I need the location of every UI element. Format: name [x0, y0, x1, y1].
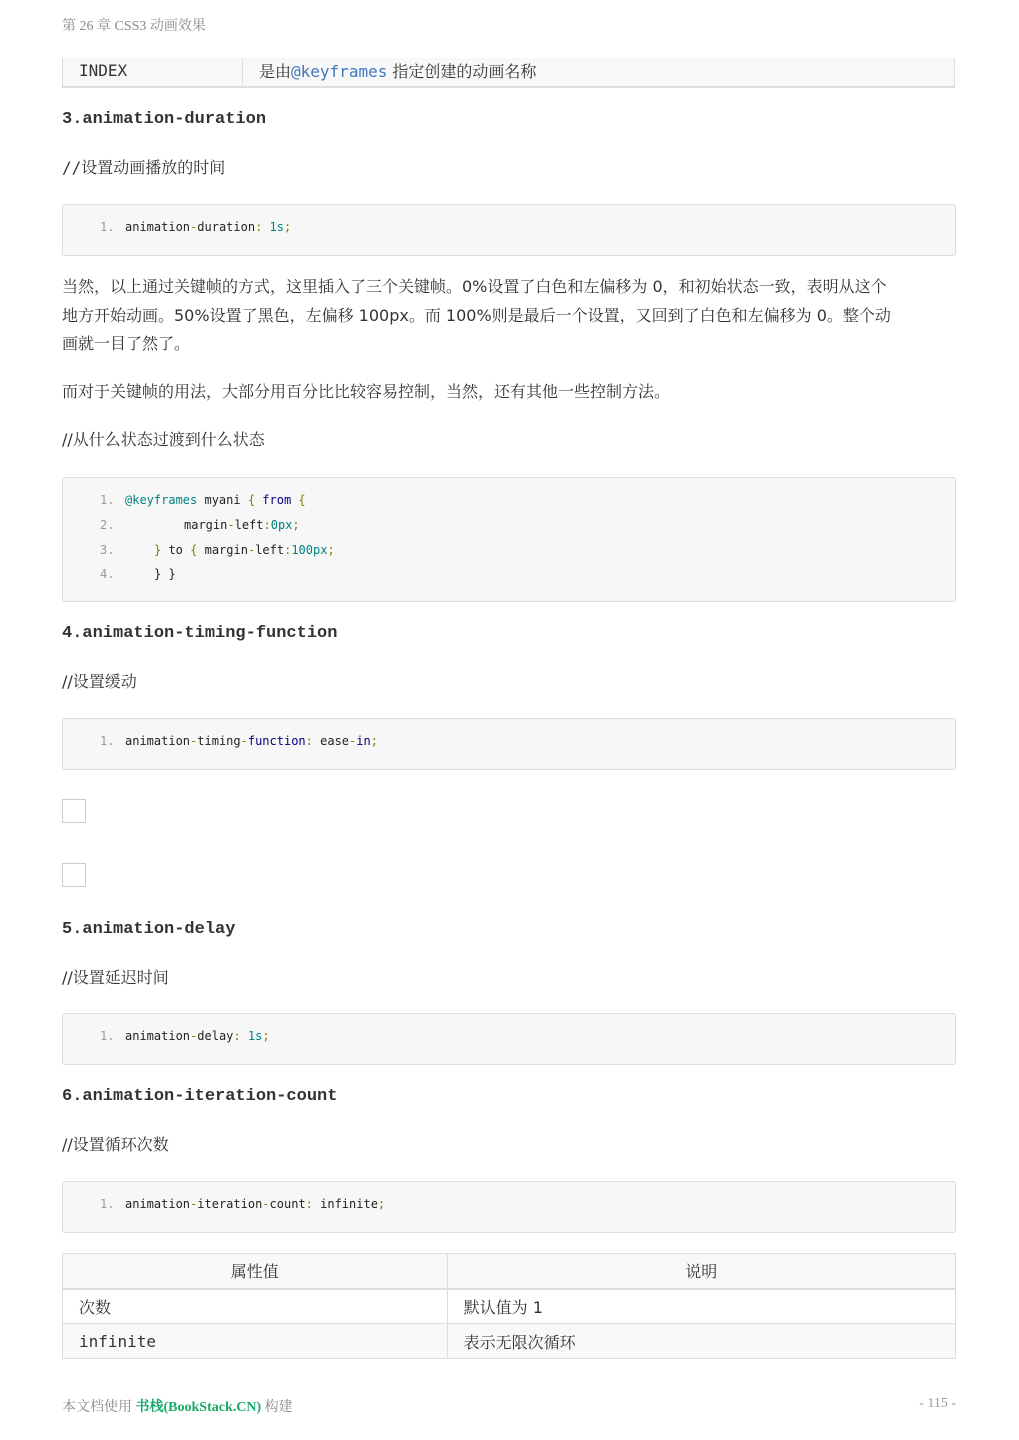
code-line: [184, 518, 300, 532]
code-colon: :: [284, 543, 292, 557]
code-value: 1s: [262, 220, 284, 234]
table-cell: infinite: [63, 1324, 448, 1359]
code-keyword: to: [161, 543, 191, 557]
paragraph-line: 画就一目了然了。: [62, 334, 191, 353]
image-placeholder: [62, 863, 86, 887]
table-header-row: [63, 1254, 956, 1289]
code-prop2: timing: [197, 734, 241, 748]
code-line: [125, 493, 306, 507]
code-brace: {: [190, 543, 198, 557]
code-prop2: delay: [197, 1029, 234, 1043]
code-brace: }: [154, 543, 162, 557]
comment-text: //设置动画播放的时间: [62, 158, 226, 177]
code-semi: ;: [283, 220, 292, 234]
code-line: [125, 734, 378, 748]
code-keyword: function: [247, 734, 306, 748]
code-colon: :: [233, 1029, 241, 1043]
code-block-timing: [62, 718, 956, 770]
code-prop2: duration: [197, 220, 256, 234]
code-semi: ;: [377, 1197, 386, 1211]
attribute-table-continued: [62, 58, 955, 88]
code-block-keyframes: [62, 477, 956, 602]
table-row: [63, 1324, 956, 1359]
code-prop: animation: [125, 1197, 191, 1211]
code-semi: ;: [370, 734, 378, 748]
iteration-count-table: [62, 1253, 956, 1359]
comment-duration: [62, 154, 225, 183]
code-value: 0px: [270, 518, 293, 532]
paragraph-line: 当然，以上通过关键帧的方式，这里插入了三个关键帧。0%设置了白色和左偏移为 0，和初始状态一致，表明从这个: [62, 277, 887, 296]
code-colon: :: [263, 518, 271, 532]
table-header-desc: 说明: [447, 1254, 955, 1289]
desc-suffix: 指定创建的动画名称: [387, 62, 537, 81]
table-cell: 表示无限次循环: [447, 1324, 955, 1359]
code-keyword: in: [356, 734, 371, 748]
table-divider: [242, 58, 243, 88]
code-value: ease: [312, 734, 350, 748]
code-line: [125, 1197, 385, 1211]
line-number: 1.: [100, 734, 115, 748]
table-cell: 默认值为 1: [447, 1289, 955, 1324]
bookstack-link[interactable]: 书栈(BookStack.CN): [135, 1400, 262, 1415]
code-prop2: iteration: [197, 1197, 263, 1211]
code-dash: -: [190, 1197, 198, 1211]
line-number: 1.: [100, 493, 115, 507]
table-row: [63, 1289, 956, 1324]
code-block-duration: [62, 204, 956, 256]
code-prop: margin: [184, 518, 228, 532]
code-value: 1s: [240, 1029, 263, 1043]
line-number: 4.: [100, 567, 115, 581]
code-at-rule: @keyframes: [125, 493, 198, 507]
comment-from-to: //从什么状态过渡到什么状态: [62, 430, 265, 449]
code-semi: ;: [292, 518, 300, 532]
table-cell-description: [259, 59, 536, 82]
code-line: } }: [154, 567, 176, 581]
table-cell-value: INDEX: [79, 61, 128, 80]
code-block-delay: [62, 1013, 956, 1065]
page-number: - 115 -: [919, 1396, 956, 1411]
code-dash: -: [247, 543, 256, 557]
table-cell: 次数: [63, 1289, 448, 1324]
keyframes-link[interactable]: @keyframes: [291, 62, 388, 81]
code-dash: -: [262, 1197, 270, 1211]
desc-prefix: 是由: [259, 62, 292, 81]
code-brace: {: [247, 493, 256, 507]
code-block-iteration: [62, 1181, 956, 1233]
page-header-chapter: 第 26 章 CSS3 动画效果: [62, 19, 206, 34]
image-placeholder: [62, 799, 86, 823]
table-header-value: 属性值: [63, 1254, 448, 1289]
code-prop2: left: [234, 518, 264, 532]
code-line: [125, 1029, 270, 1043]
paragraph-keyframes-usage: 而对于关键帧的用法，大部分用百分比比较容易控制，当然，还有其他一些控制方法。: [62, 382, 671, 401]
code-value: infinite: [312, 1197, 378, 1211]
footer-prefix: 本文档使用: [62, 1400, 136, 1415]
line-number: 3.: [100, 543, 115, 557]
code-dash: -: [349, 734, 357, 748]
code-prop2: left: [255, 543, 285, 557]
code-prop: animation: [125, 220, 191, 234]
line-number: 1.: [100, 1197, 115, 1211]
line-number: 2.: [100, 518, 115, 532]
comment-timing: //设置缓动: [62, 672, 137, 691]
code-value: 100px: [291, 543, 328, 557]
comment-delay: //设置延迟时间: [62, 968, 169, 987]
code-prop: animation: [125, 734, 191, 748]
line-number: 1.: [100, 220, 115, 234]
code-prop3: count: [269, 1197, 306, 1211]
footer-credit: [62, 1396, 293, 1416]
code-dash: -: [190, 1029, 198, 1043]
section-heading-timing: 4.animation-timing-function: [62, 624, 338, 643]
code-prop: margin: [197, 543, 248, 557]
code-line: [125, 220, 291, 234]
code-line: [154, 543, 335, 557]
code-brace: {: [298, 493, 306, 507]
code-semi: ;: [327, 543, 335, 557]
code-colon: :: [305, 1197, 313, 1211]
footer-suffix: 构建: [261, 1400, 293, 1415]
code-dash: -: [227, 518, 235, 532]
code-dash: -: [240, 734, 248, 748]
section-heading-duration: 3.animation-duration: [62, 110, 267, 129]
section-heading-iteration: 6.animation-iteration-count: [62, 1087, 338, 1106]
code-dash: -: [190, 220, 198, 234]
paragraph-keyframes-explain: [62, 273, 891, 359]
code-colon: :: [305, 734, 313, 748]
line-number: 1.: [100, 1029, 115, 1043]
paragraph-line: 地方开始动画。50%设置了黑色，左偏移 100px。而 100%则是最后一个设置，又回到了白色和左偏移为 0。整个动: [62, 305, 891, 325]
code-semi: ;: [262, 1029, 270, 1043]
code-name: myani: [197, 493, 248, 507]
section-heading-delay: 5.animation-delay: [62, 920, 236, 939]
code-keyword: from: [255, 493, 299, 507]
code-prop: animation: [125, 1029, 191, 1043]
code-colon: :: [255, 220, 263, 234]
comment-iteration: //设置循环次数: [62, 1135, 169, 1154]
code-dash: -: [190, 734, 198, 748]
